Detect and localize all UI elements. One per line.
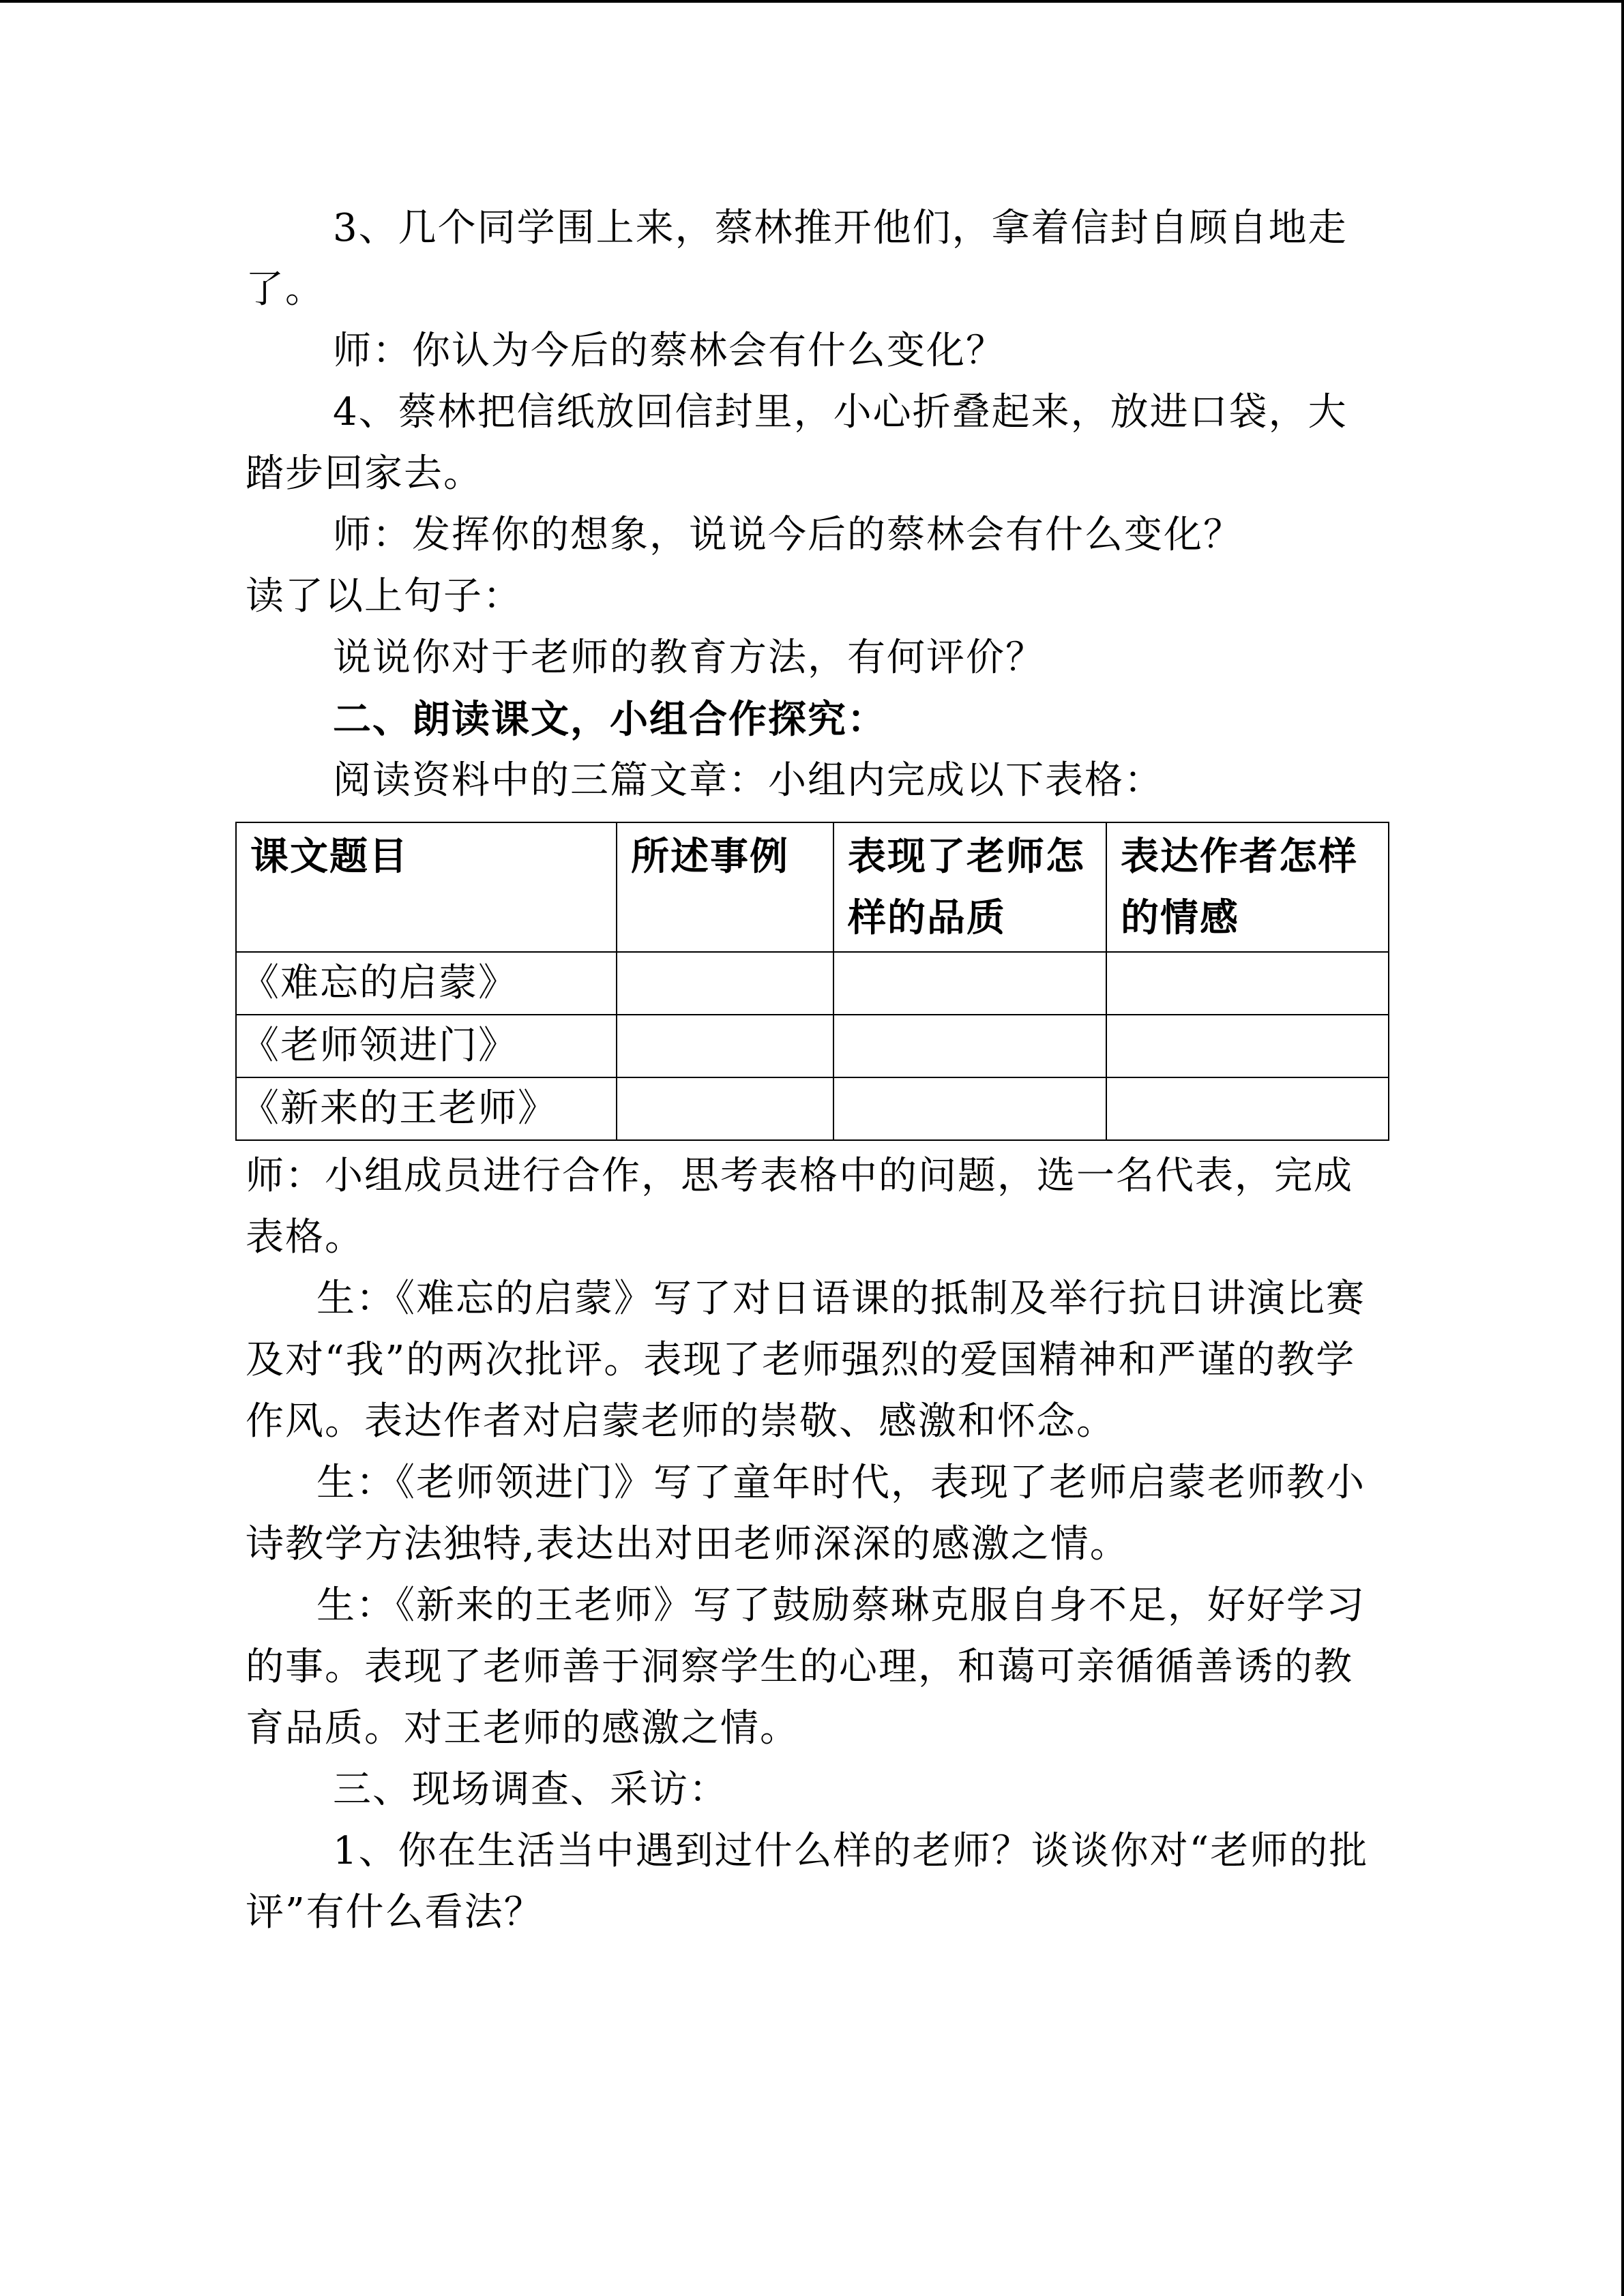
document-body-top bbox=[246, 198, 1378, 811]
paragraph-question-3: 3、几个同学围上来，蔡林推开他们，拿着信封自顾自地走了。 bbox=[246, 206, 1348, 312]
table-cell bbox=[1106, 952, 1389, 1015]
table-row bbox=[236, 952, 1389, 1015]
paragraph-group-instruction: 师：小组成员进行合作，思考表格中的问题，选一名代表，完成表格。 bbox=[246, 1154, 1353, 1259]
section-heading-2: 二、朗读课文，小组合作探究： bbox=[333, 697, 887, 742]
paragraph-teacher-prompt-1: 师：你认为今后的蔡林会有什么变化？ bbox=[333, 329, 1005, 373]
table-cell bbox=[617, 1015, 833, 1077]
table-cell bbox=[833, 1015, 1106, 1077]
table-cell bbox=[833, 952, 1106, 1015]
table-cell-title: 《老师领进门》 bbox=[236, 1015, 617, 1077]
lesson-table bbox=[235, 822, 1389, 1141]
table-header-row bbox=[236, 822, 1389, 952]
paragraph-student-answer-3: 生：《新来的王老师》写了鼓励蔡琳克服自身不足，好好学习的事。表现了老师善于洞察学生的心理，和蔼可亲循循善诱的教育品质。对王老师的感激之情。 bbox=[246, 1583, 1365, 1750]
document-body-bottom bbox=[246, 1146, 1378, 1943]
table-cell-title: 《新来的王老师》 bbox=[236, 1077, 617, 1140]
page-border-top bbox=[0, 0, 1624, 3]
table-cell bbox=[1106, 1015, 1389, 1077]
paragraph-teacher-prompt-2: 师：发挥你的想象，说说今后的蔡林会有什么变化？ bbox=[333, 513, 1243, 557]
paragraph-read-sentences: 读了以上句子： bbox=[246, 574, 522, 618]
paragraph-evaluate-method: 说说你对于老师的教育方法，有何评价？ bbox=[333, 636, 1045, 680]
table-header-events: 所述事例 bbox=[617, 822, 833, 952]
table-row bbox=[236, 1015, 1389, 1077]
section-heading-3: 三、现场调查、采访： bbox=[333, 1768, 728, 1812]
table-row bbox=[236, 1077, 1389, 1140]
paragraph-student-answer-1: 生：《难忘的启蒙》写了对日语课的抵制及举行抗日讲演比赛及对“我”的两次批评。表现了老师强烈的爱国精神和严谨的教学作风。表达作者对启蒙老师的崇敬、感激和怀念。 bbox=[246, 1277, 1365, 1444]
page-border-right bbox=[1621, 0, 1624, 2296]
paragraph-table-instruction: 阅读资料中的三篇文章：小组内完成以下表格： bbox=[333, 758, 1164, 803]
table-header-qualities: 表现了老师怎样的品质 bbox=[833, 822, 1106, 952]
paragraph-interview-question: 1、你在生活当中遇到过什么样的老师？谈谈你对“老师的批评”有什么看法？ bbox=[246, 1829, 1369, 1935]
table-cell-title: 《难忘的启蒙》 bbox=[236, 952, 617, 1015]
table-cell bbox=[617, 952, 833, 1015]
table-cell bbox=[833, 1077, 1106, 1140]
paragraph-student-answer-2: 生：《老师领进门》写了童年时代，表现了老师启蒙老师教小诗教学方法独特,表达出对田老师深深的感激之情。 bbox=[246, 1461, 1365, 1566]
table-cell bbox=[1106, 1077, 1389, 1140]
paragraph-question-4: 4、蔡林把信纸放回信封里，小心折叠起来，放进口袋，大踏步回家去。 bbox=[246, 390, 1348, 496]
table-cell bbox=[617, 1077, 833, 1140]
table-header-emotions: 表达作者怎样的情感 bbox=[1106, 822, 1389, 952]
table-header-title: 课文题目 bbox=[236, 822, 617, 952]
